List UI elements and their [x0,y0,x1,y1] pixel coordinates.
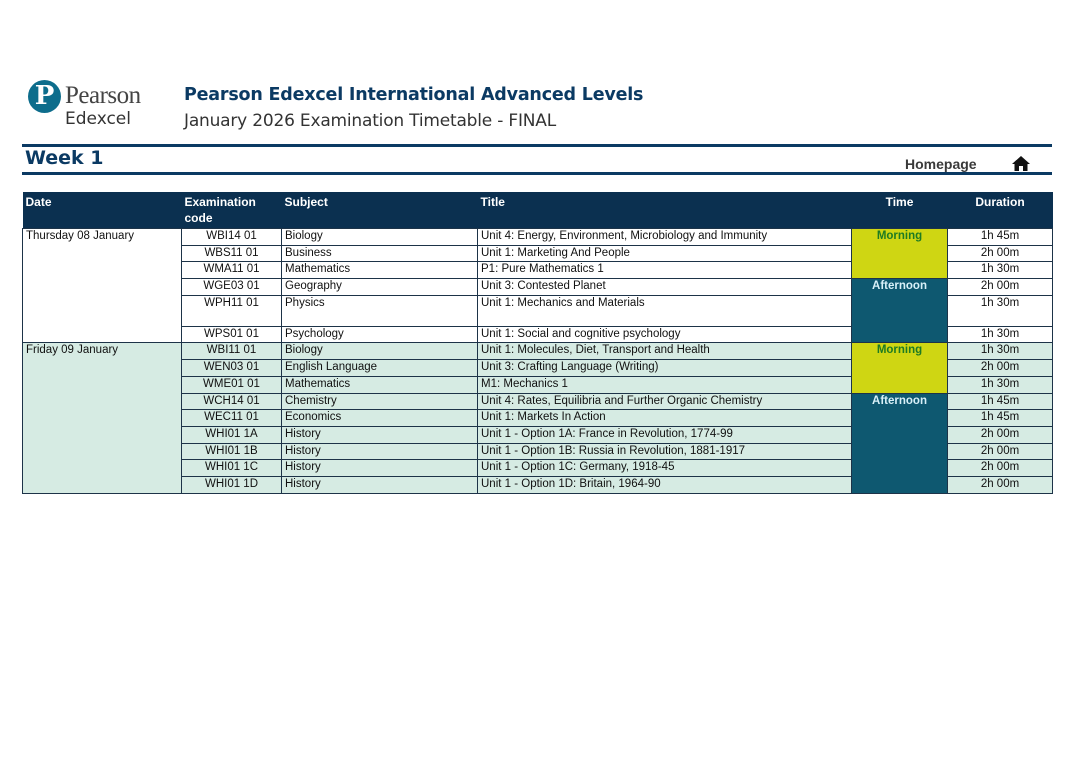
exam-duration: 2h 00m [948,476,1053,493]
exam-subject: Mathematics [282,262,478,279]
document-title: Pearson Edexcel International Advanced Levels [184,85,644,105]
exam-title: Unit 1: Marketing And People [478,245,852,262]
exam-title: Unit 1: Markets In Action [478,410,852,427]
session-time-afternoon: Afternoon [852,279,948,343]
exam-code: WPS01 01 [182,326,282,343]
exam-title: Unit 3: Crafting Language (Writing) [478,360,852,377]
exam-subject: Mathematics [282,376,478,393]
exam-code: WME01 01 [182,376,282,393]
column-header-code: Examination code [182,192,282,229]
exam-duration: 1h 45m [948,393,1053,410]
exam-title: Unit 1 - Option 1C: Germany, 1918-45 [478,460,852,477]
exam-subject: Chemistry [282,393,478,410]
exam-subject: Business [282,245,478,262]
exam-subject: History [282,426,478,443]
exam-timetable [22,192,1053,494]
exam-code: WGE03 01 [182,279,282,296]
logo-sub-text: Edexcel [65,109,131,129]
exam-subject: History [282,443,478,460]
exam-duration: 1h 30m [948,326,1053,343]
exam-subject: English Language [282,360,478,377]
exam-subject: Biology [282,229,478,246]
home-icon[interactable] [1011,155,1031,172]
exam-duration: 1h 30m [948,376,1053,393]
divider-top [22,144,1052,147]
exam-title: Unit 1: Mechanics and Materials [478,295,852,326]
column-header-title: Title [478,192,852,229]
column-header-date: Date [23,192,182,229]
exam-duration: 2h 00m [948,443,1053,460]
exam-subject: Physics [282,295,478,326]
week-heading: Week 1 [25,147,104,169]
pearson-edexcel-logo [28,78,158,130]
column-header-subject: Subject [282,192,478,229]
exam-subject: Economics [282,410,478,427]
exam-subject: Geography [282,279,478,296]
exam-code: WHI01 1D [182,476,282,493]
column-header-time: Time [852,192,948,229]
exam-code: WHI01 1C [182,460,282,477]
exam-code: WHI01 1A [182,426,282,443]
exam-duration: 1h 30m [948,262,1053,279]
column-header-duration: Duration [948,192,1053,229]
logo-brand-text: Pearson [65,82,141,109]
table-row [23,229,1053,246]
session-time-morning: Morning [852,343,948,393]
exam-duration: 1h 45m [948,410,1053,427]
exam-code: WBS11 01 [182,245,282,262]
pearson-logo-mark: P [28,80,61,113]
exam-duration: 2h 00m [948,426,1053,443]
exam-code: WEN03 01 [182,360,282,377]
table-header-row [23,192,1053,229]
exam-title: Unit 3: Contested Planet [478,279,852,296]
exam-title: Unit 1 - Option 1D: Britain, 1964-90 [478,476,852,493]
exam-duration: 1h 45m [948,229,1053,246]
exam-duration: 1h 30m [948,295,1053,326]
exam-subject: Biology [282,343,478,360]
exam-code: WPH11 01 [182,295,282,326]
session-time-afternoon: Afternoon [852,393,948,493]
exam-subject: History [282,476,478,493]
exam-title: Unit 4: Energy, Environment, Microbiology and Immunity [478,229,852,246]
exam-title: Unit 1 - Option 1A: France in Revolution, 1774-99 [478,426,852,443]
exam-title: Unit 1: Social and cognitive psychology [478,326,852,343]
exam-code: WMA11 01 [182,262,282,279]
exam-code: WEC11 01 [182,410,282,427]
exam-title: P1: Pure Mathematics 1 [478,262,852,279]
exam-duration: 2h 00m [948,245,1053,262]
exam-date: Friday 09 January [23,343,182,493]
exam-subject: Psychology [282,326,478,343]
exam-subject: History [282,460,478,477]
document-subtitle: January 2026 Examination Timetable - FINAL [184,111,556,131]
exam-duration: 2h 00m [948,360,1053,377]
exam-code: WCH14 01 [182,393,282,410]
homepage-link[interactable]: Homepage [905,156,977,172]
session-time-morning: Morning [852,229,948,279]
table-row [23,343,1053,360]
exam-title: Unit 1 - Option 1B: Russia in Revolution, 1881-1917 [478,443,852,460]
exam-title: Unit 1: Molecules, Diet, Transport and Health [478,343,852,360]
exam-title: Unit 4: Rates, Equilibria and Further Organic Chemistry [478,393,852,410]
exam-duration: 1h 30m [948,343,1053,360]
divider-bottom [22,172,1052,175]
exam-duration: 2h 00m [948,460,1053,477]
exam-duration: 2h 00m [948,279,1053,296]
exam-title: M1: Mechanics 1 [478,376,852,393]
exam-code: WBI14 01 [182,229,282,246]
exam-date: Thursday 08 January [23,229,182,343]
exam-code: WBI11 01 [182,343,282,360]
exam-code: WHI01 1B [182,443,282,460]
